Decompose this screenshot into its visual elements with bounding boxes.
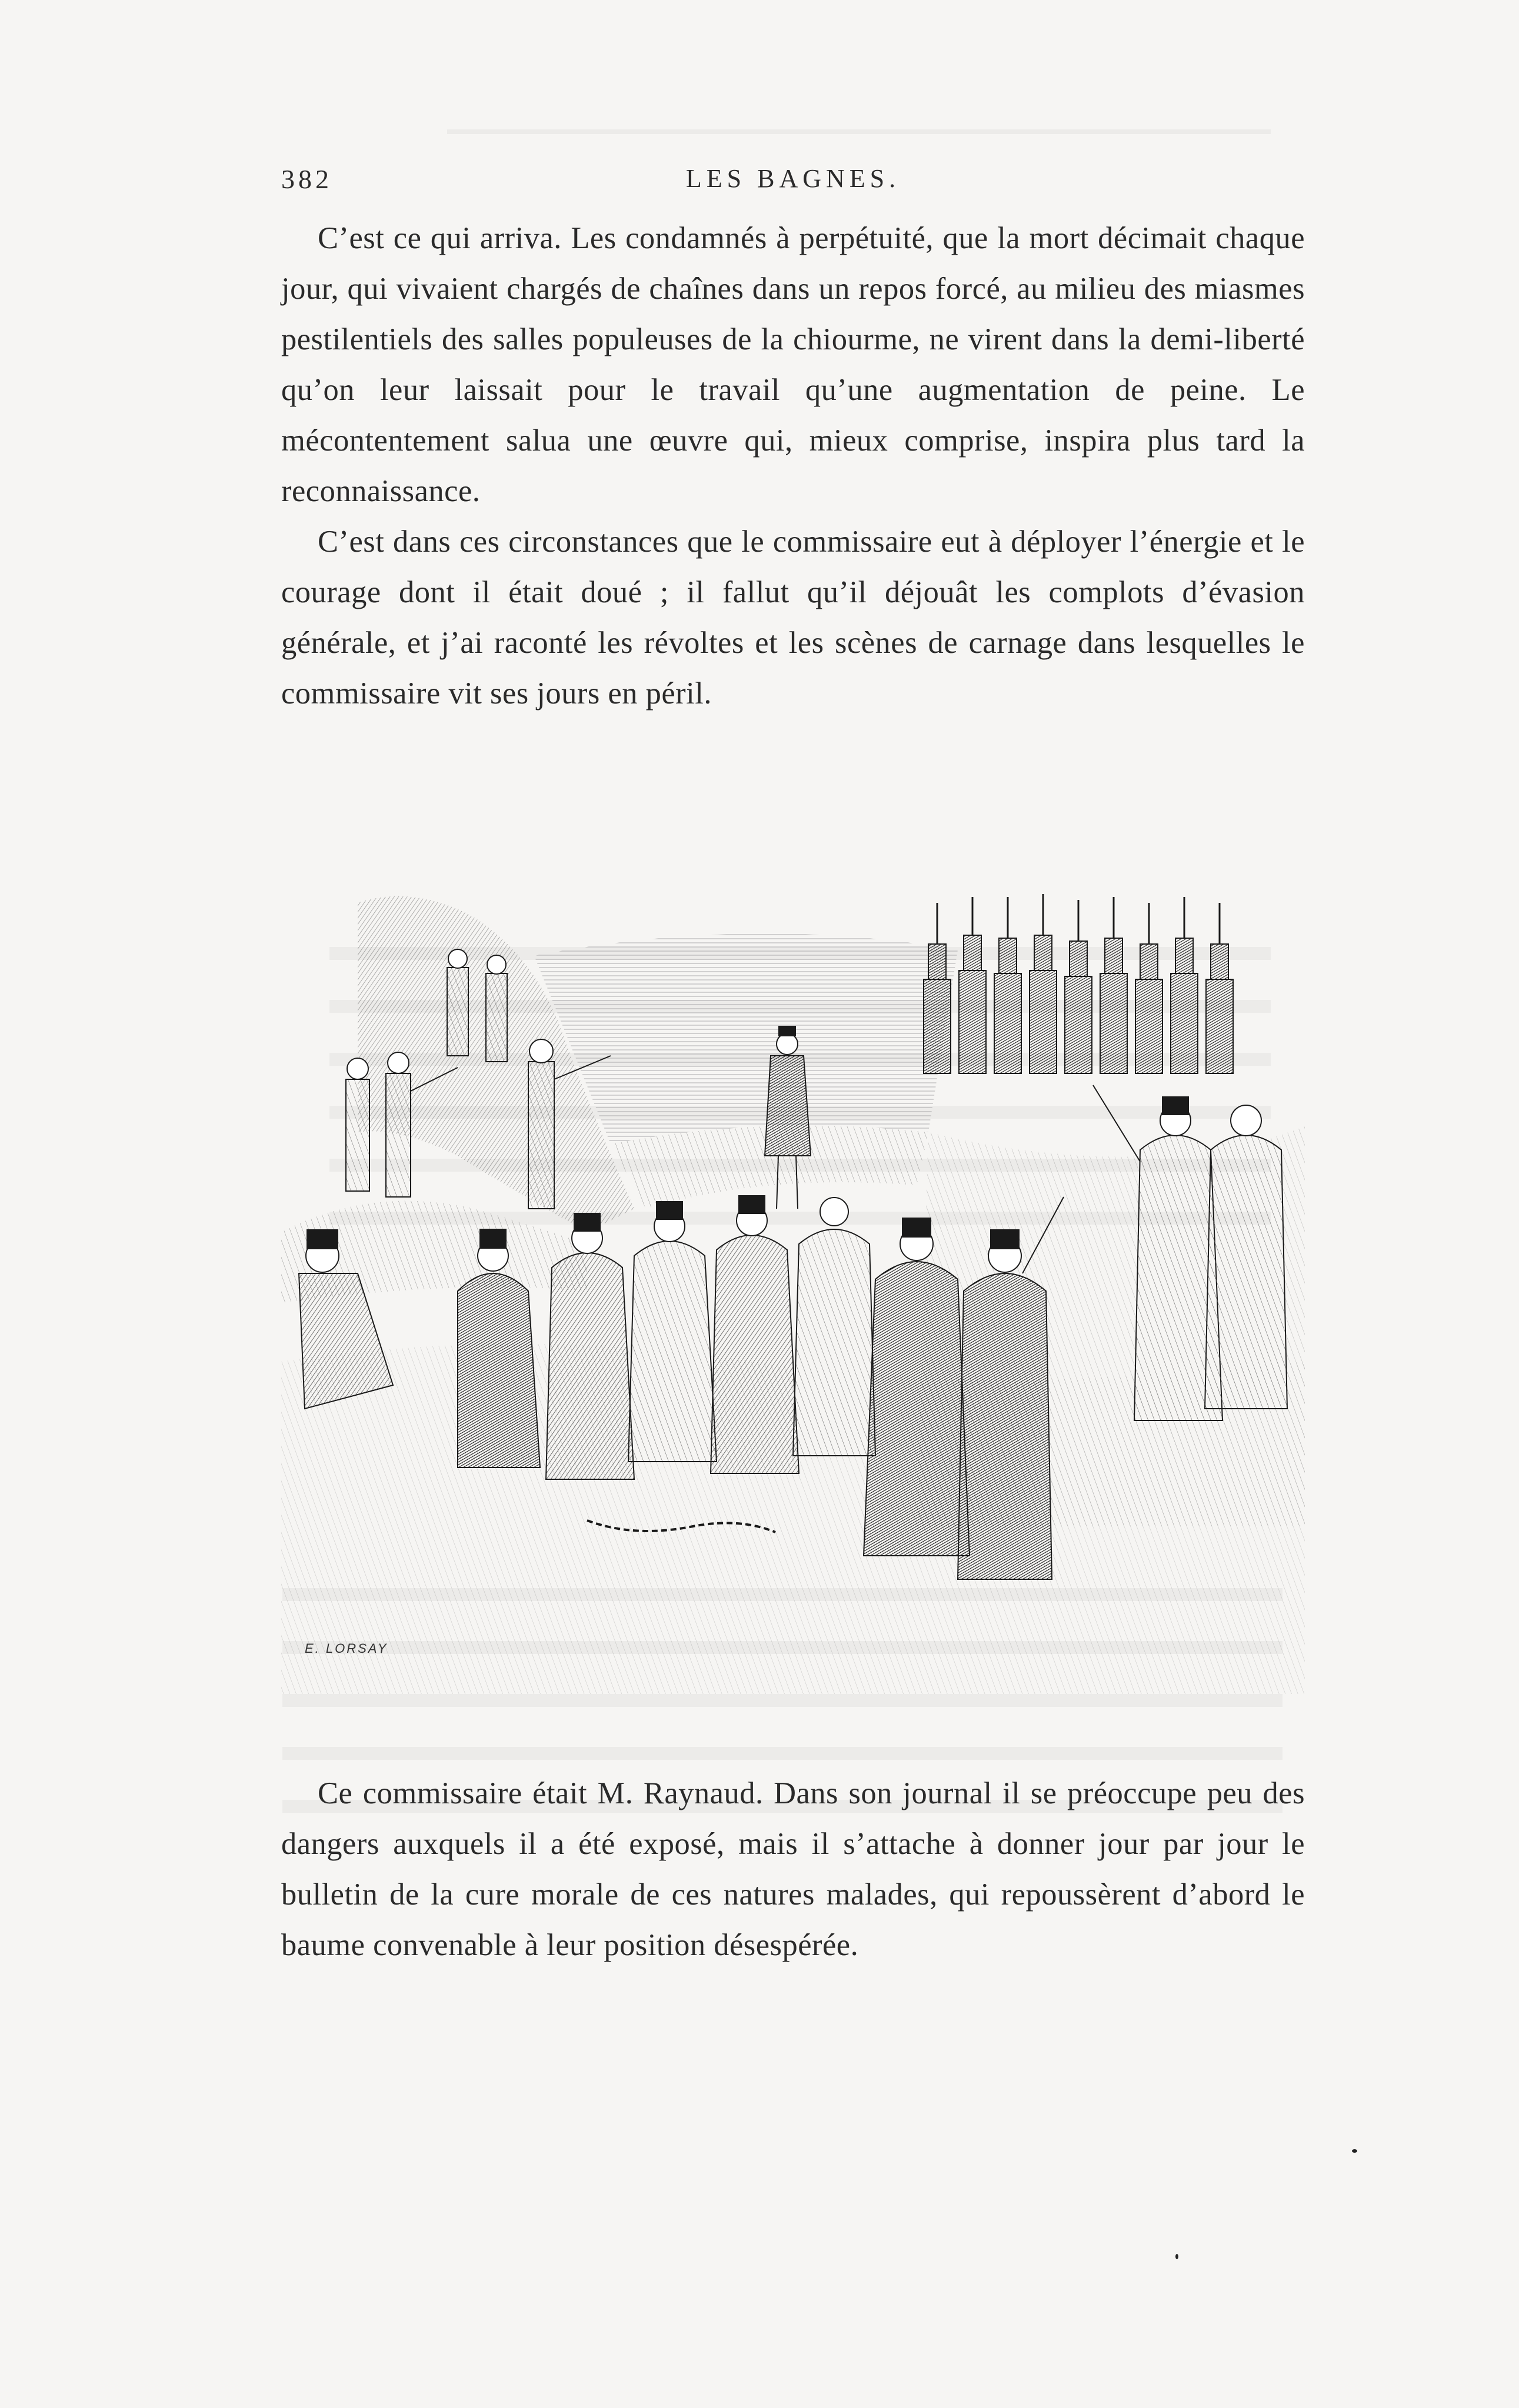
- convict-revolt-engraving: [281, 879, 1305, 1694]
- sky: [534, 933, 958, 1144]
- page-number: 382: [281, 164, 332, 194]
- text-block-after-figure: [281, 1768, 1305, 1970]
- paragraph: C’est ce qui arriva. Les condamnés à perpétuité, que la mort décimait chaque jour, qui vivaient chargés de chaînes dans un repos forcé, au milieu des miasmes pestilentiels des salles populeuses de la chiourme, ne virent dans la demi-liberté qu’on leur laissait pour le travail qu’une augmentation de peine. Le mécontentement salua une œuvre qui, mieux comprise, inspira plus tard la reconnaissance.: [281, 221, 1305, 508]
- running-head: [281, 164, 1305, 199]
- soldiers-line: [924, 935, 1233, 1073]
- text-block-before-figure: [281, 213, 1305, 719]
- engraving-drawing: [281, 879, 1305, 1694]
- paragraph: Ce commissaire était M. Raynaud. Dans son journal il se préoccupe peu des dangers auxquels il a été exposé, mais il s’attache à donner jour par jour le bulletin de la cure morale de ces natures malades, qui repoussèrent d’abord le baume convenable à leur position désespérée.: [281, 1776, 1305, 1962]
- paragraph: C’est dans ces circonstances que le commissaire eut à déployer l’énergie et le courage dont il était doué ; il fallut qu’il déjouât les complots d’évasion générale, et j’ai raconté les révoltes et les scènes de carnage dans lesquelles le commissaire vit ses jours en péril.: [281, 525, 1305, 711]
- ink-speck: [1175, 2254, 1178, 2259]
- ink-speck: [1352, 2149, 1357, 2153]
- engraver-signature: E. LORSAY: [305, 1641, 388, 1656]
- running-title: LES BAGNES.: [685, 164, 901, 193]
